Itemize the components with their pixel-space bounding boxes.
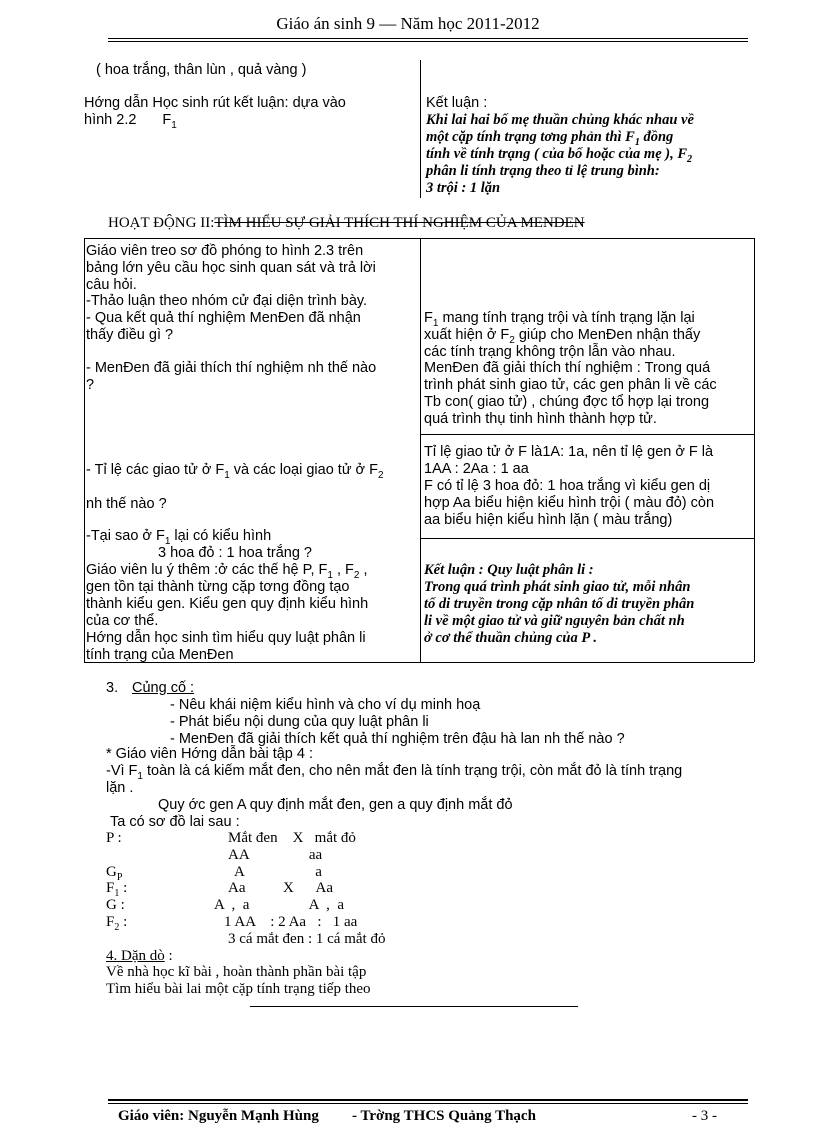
text-line: aa biểu hiện kiểu hình lặn ( màu trắng) [424,512,673,528]
subscript: 1 [114,888,120,899]
text-fragment: : [164,948,173,964]
text-fragment: -Tại sao ở F [86,528,165,544]
footer-rule [108,1099,748,1101]
text-fragment: -Vì F [106,763,138,779]
subscript: 2 [353,569,360,581]
homework-item: Tìm hiểu bài lai một cặp tính trạng tiếp theo [106,981,371,997]
text-fragment: : [119,880,128,896]
text-line: tính trạng của MenĐen [86,647,234,663]
table-row-divider [420,434,754,435]
law-line: li về một giao tử và giữ nguyên bản chất nh [424,613,685,629]
list-item: - MenĐen đã giải thích kết quả thí nghiệm trên đậu hà lan nh thế nào ? [170,731,625,747]
text-fragment: Giáo viên lu ý thêm :ở các thế hệ P, F [86,562,328,578]
text-fragment: G [106,864,117,880]
text-line: của cơ thể. [86,613,159,629]
text-line: hợp Aa biểu hiện kiểu hình trội ( màu đỏ) còn [424,495,715,511]
text-line: -Thảo luận theo nhóm cử đại diện trình bày. [86,293,368,309]
subscript: P [116,872,123,883]
cross-value: Mắt đen X mắt đỏ [228,830,356,846]
text-fragment: một cặp tính trạng tơng phản thì F [426,129,635,145]
text-line: Ta có sơ đồ lai sau : [110,814,240,830]
subscript: 1 [164,535,171,547]
cross-value: 3 cá mắt đen : 1 cá mắt đỏ [228,931,386,947]
section-title: Củng cố : [132,680,195,696]
law-line: Trong quá trình phát sinh giao tử, mỗi nhân [424,579,691,595]
text-line: các tính trạng không trộn lẫn vào nhau. [424,344,676,360]
text-line: bảng lớn yêu cầu học sinh quan sát và trả lời [86,260,376,276]
footer-rule [108,1103,748,1104]
list-item: - Phát biểu nội dung của quy luật phân li [170,714,429,730]
conclusion-line: 3 trội : 1 lặn [426,180,501,196]
cross-label [106,914,127,936]
text-fragment: xuất hiện ở F [424,327,510,343]
text-line: 1AA : 2Aa : 1 aa [424,461,529,477]
subscript: 1 [137,770,143,782]
text-fragment: hình 2.2 [84,112,137,128]
text-line [106,763,682,785]
text-line: câu hỏi. [86,277,137,293]
header-rule [108,41,748,42]
list-item: - Nêu khái niệm kiểu hình và cho ví dụ minh hoạ [170,697,481,713]
cross-label: P : [106,830,122,846]
subscript: 2 [114,922,120,933]
subscript: 1 [432,317,439,329]
text-line: gen tồn tại thành từng cặp tơng đồng tạo [86,579,350,595]
activity-title-prefix: HOẠT ĐỘNG II: [108,215,215,231]
text-fragment: : [119,914,128,930]
text-line: 3 hoa đỏ : 1 hoa trắng ? [158,545,312,561]
text-fragment: - Tỉ lệ các giao tử ở F [86,462,225,478]
cross-value: 1 AA : 2 Aa : 1 aa [224,914,358,930]
table-border-left [84,238,85,662]
cross-value: A , a A , a [214,897,344,913]
homework-item: Về nhà học kĩ bài , hoàn thành phần bài tập [106,964,367,980]
text-line: Tb con( giao tử) , chúng đợc tổ hợp lại trong [424,394,710,410]
subscript: 2 [687,153,693,165]
activity-title [108,215,585,231]
cross-value: A a [234,864,322,880]
footer-teacher: Giáo viên: Nguyễn Mạnh Hùng [118,1108,319,1124]
text-fragment: toàn là cá kiếm mắt đen, cho nên mắt đen là tính trạng trội, còn mắt đỏ là tính trạng [142,763,683,779]
conclusion-line: phân li tính trạng theo tỉ lệ trung bình: [426,163,660,179]
subscript: 1 [224,469,230,481]
text-line: Giáo viên treo sơ đồ phóng to hình 2.3 trên [86,243,364,259]
text-line: F có tỉ lệ 3 hoa đỏ: 1 hoa trắng vì kiểu gen dị [424,478,711,494]
law-line: tố di truyền trong cặp nhân tố di truyền phân [424,596,695,612]
subscript: 1 [171,119,177,131]
page-header: Giáo án sinh 9 — Năm học 2011-2012 [276,14,540,33]
conclusion-line: Khi lai hai bố mẹ thuần chủng khác nhau về [426,112,694,128]
text-fragment: F [424,310,433,326]
text-fragment: mang tính trạng trội và tính trạng lặn lại [438,310,695,326]
homework-title [106,948,173,964]
text-line: MenĐen đã giải thích thí nghiệm : Trong quá [424,360,711,376]
text-fragment: tính về tính trạng ( của bố hoặc của mẹ ), F [426,146,688,162]
text-fragment: , F [332,562,354,578]
text-fragment: F [162,112,172,128]
cross-value: Aa X Aa [228,880,333,896]
subscript: 1 [327,569,333,581]
table-border-right [754,238,755,662]
text-fragment: lại có kiểu hình [170,528,272,544]
text-fragment: , [359,562,368,578]
text-fragment: giúp cho MenĐen nhận thấy [514,327,701,343]
text-line: Quy ớc gen A quy định mắt đen, gen a quy định mắt đỏ [158,797,513,813]
subscript: 1 [634,136,640,148]
subscript: 2 [377,469,384,481]
text-line: thấy điều gì ? [86,327,174,343]
footer-page-number: - 3 - [692,1108,717,1124]
text-line [86,462,384,484]
text-line: ( hoa trắng, thân lùn , quả vàng ) [96,62,307,78]
table-border-top [84,238,754,239]
text-line: nh thế nào ? [86,496,167,512]
law-title: Kết luận : Quy luật phân li : [424,562,594,578]
law-line: ở cơ thể thuần chủng của P . [424,630,597,646]
table-row-divider [420,538,754,539]
section-number: 3. [106,680,119,696]
table-divider [420,60,421,198]
text-line: Tỉ lệ giao tử ở F là1A: 1a, nên tỉ lệ gen ở F là [424,444,714,460]
cross-label: G : [106,897,125,913]
text-line: Hớng dẫn Học sinh rút kết luận: dựa vào [84,95,346,111]
text-fragment: F [106,880,115,896]
footer-school: - Trờng THCS Quảng Thạch [352,1108,536,1124]
text-line: trình phát sinh giao tử, các gen phân li về các [424,377,717,393]
text-line: - Qua kết quả thí nghiệm MenĐen đã nhận [86,310,361,326]
text-fragment: F [106,914,115,930]
text-line: Hớng dẫn học sinh tìm hiểu quy luật phân li [86,630,366,646]
text-fragment: và các loại giao tử ở F [229,462,378,478]
text-line: * Giáo viên Hớng dẫn bài tập 4 : [106,746,314,762]
text-line: thành kiểu gen. Kiểu gen quy định kiểu hình [86,596,369,612]
text-fragment: đồng [639,129,674,145]
text-line: lặn . [106,780,134,796]
text-fragment: 4. Dặn dò [106,948,165,964]
text-line: quá trình thụ tinh hình thành hợp tử. [424,411,657,427]
cross-value: AA aa [228,847,323,863]
text-line [84,112,177,134]
text-line: - MenĐen đã giải thích thí nghiệm nh thế nào [86,360,377,376]
activity-title-main: TÌM HIỂU SỰ GIẢI THÍCH THÍ NGHIỆM CỦA MENĐEN [214,215,585,231]
subscript: 2 [509,334,515,346]
end-rule [250,1006,578,1007]
conclusion-label: Kết luận : [426,95,488,111]
table-divider [420,238,421,662]
header-rule [108,38,748,39]
text-line: ? [86,377,95,393]
